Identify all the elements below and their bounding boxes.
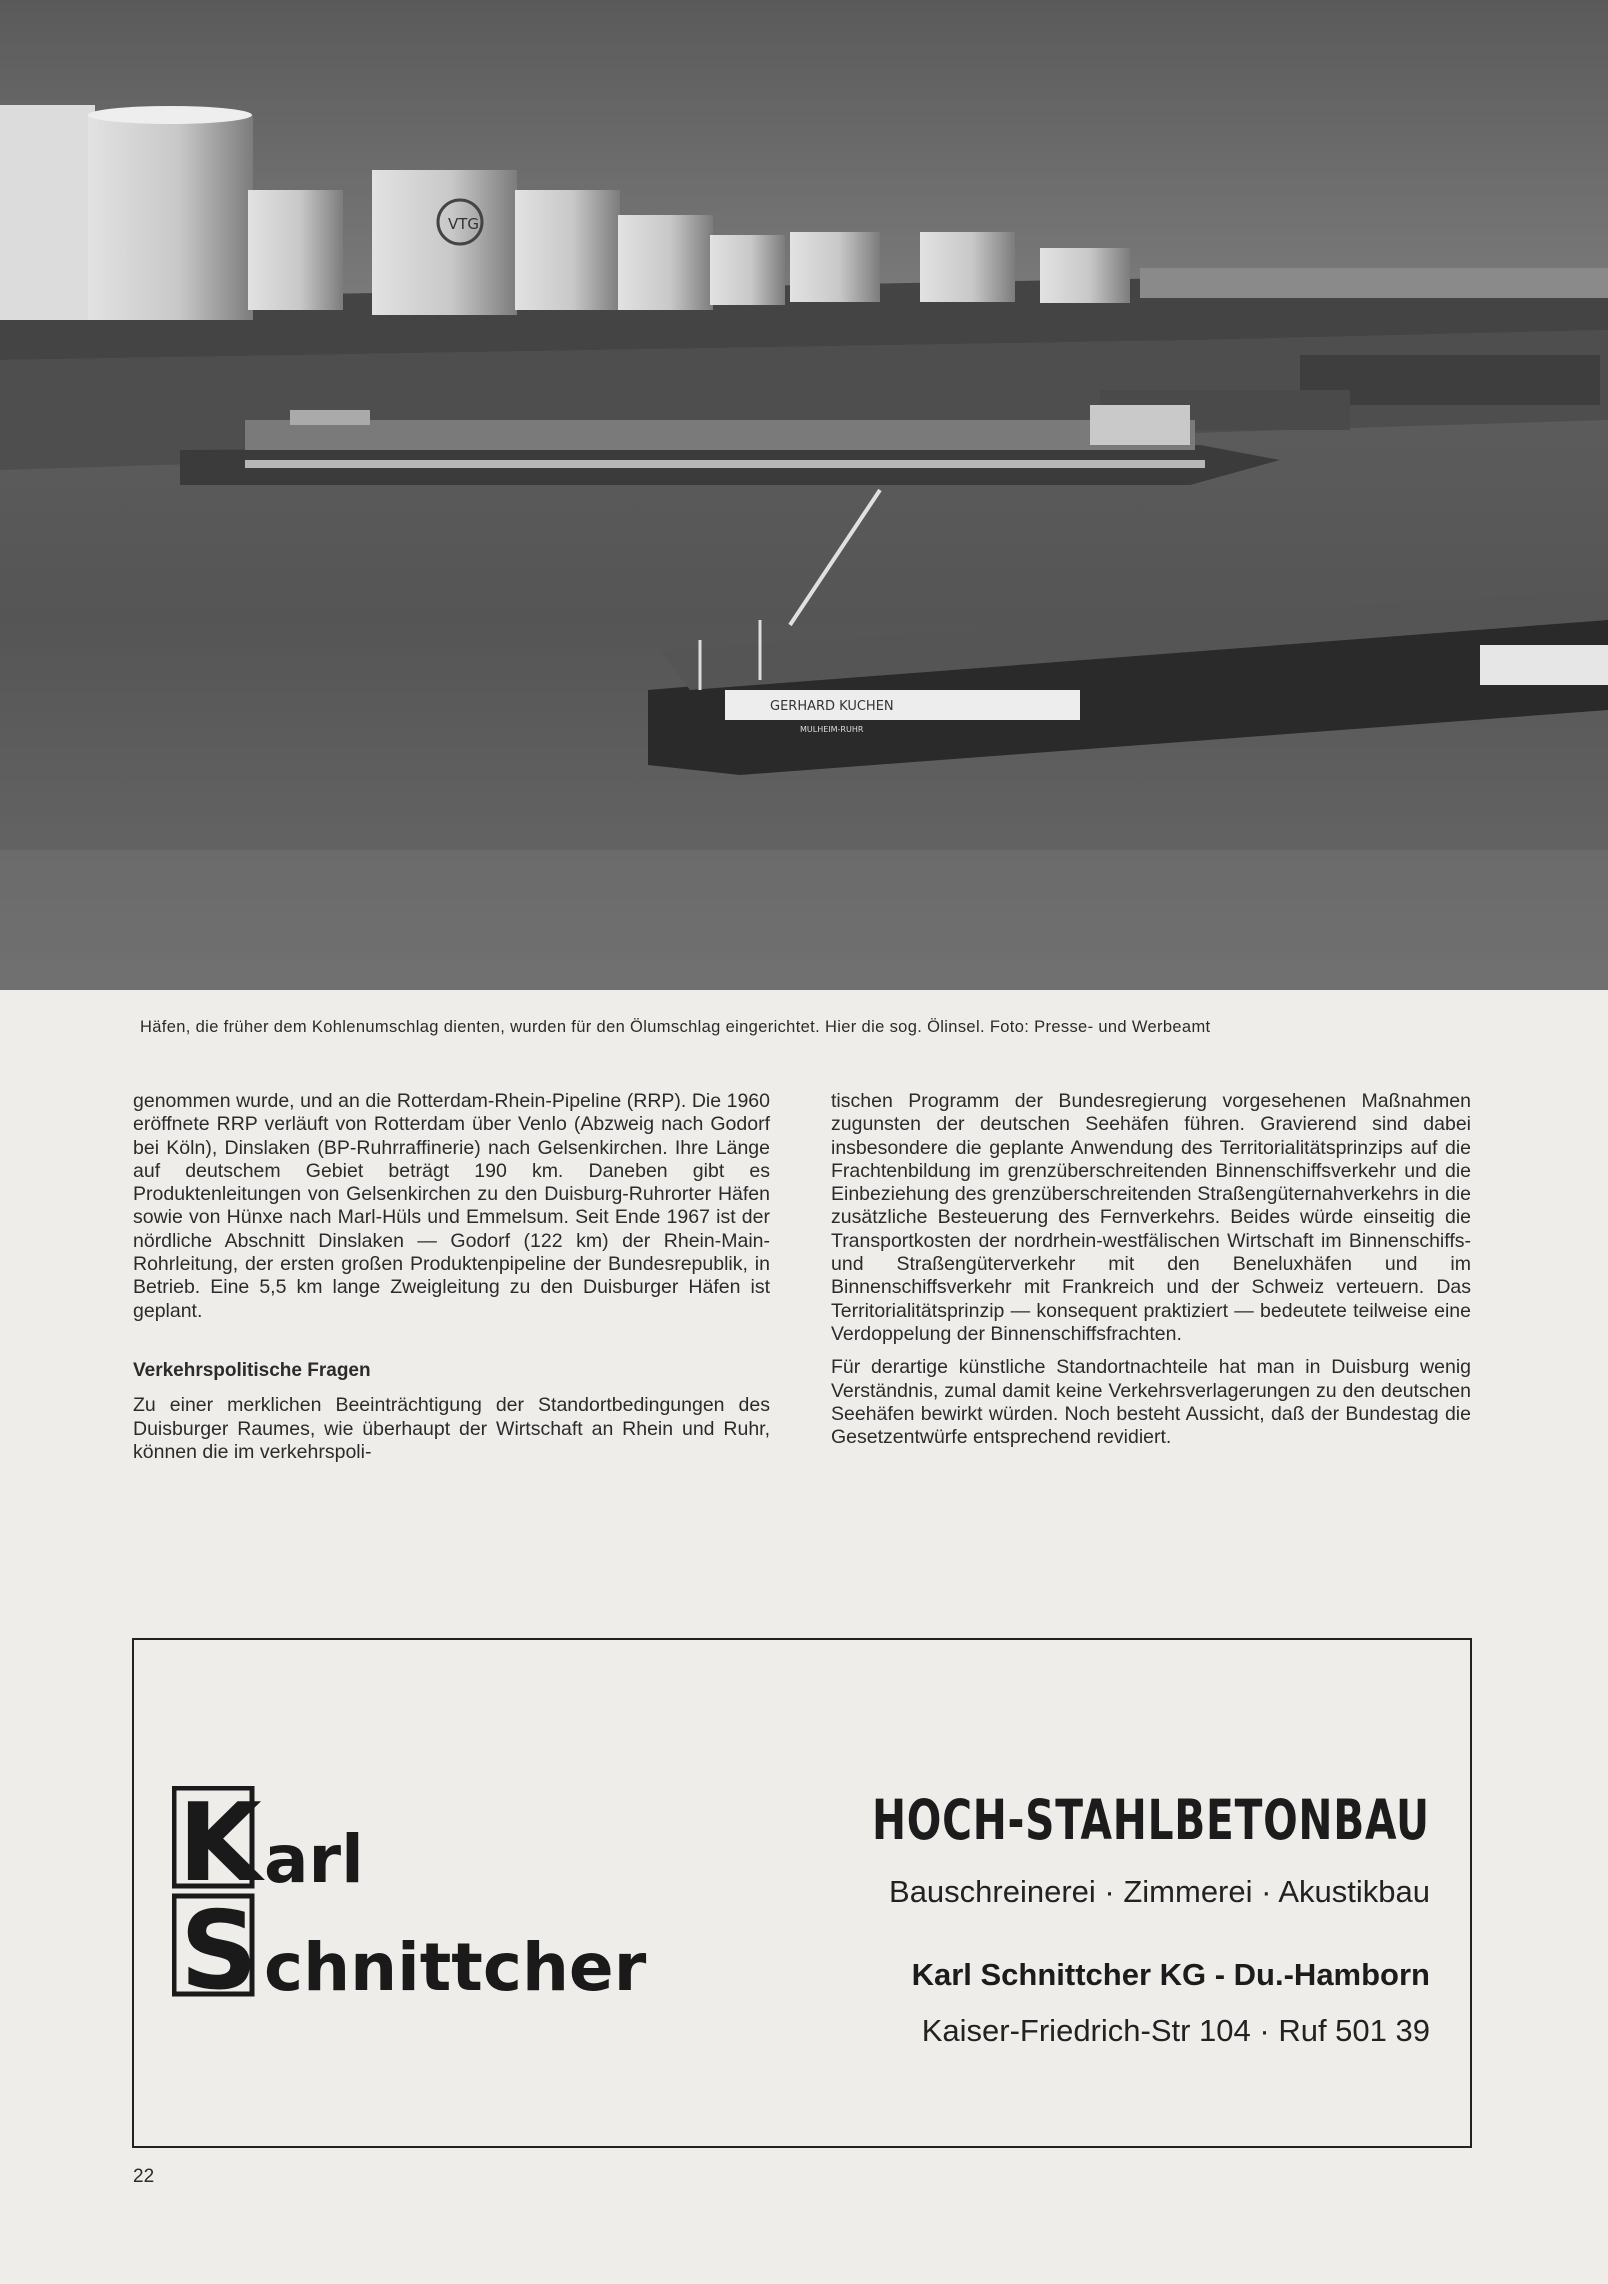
- ad-services: Bauschreinerei · Zimmerei · Akustikbau: [889, 1874, 1430, 1909]
- right-column: [831, 1090, 1471, 1449]
- left-paragraph-2: Zu einer merklichen Beeinträchtigung der Standortbedingungen des Duisburger Raumes, wie überhaupt der Wirtschaft an Rhein und Ruhr, können die im verkehrspoli-: [133, 1394, 770, 1463]
- ship-home-port: MULHEIM-RUHR: [800, 725, 864, 734]
- logo-initial-s: S: [180, 1889, 258, 2006]
- section-heading: Verkehrspolitische Fragen: [133, 1359, 371, 1381]
- advertisement: [132, 1638, 1472, 2148]
- ship-name: GERHARD KUCHEN: [770, 699, 894, 714]
- photo-caption: Häfen, die früher dem Kohlenumschlag dienten, wurden für den Ölumschlag eingerichtet. Hier die sog. Ölinsel. Foto: Presse- und Werbeamt: [140, 1018, 1211, 1036]
- harbor-photo: [0, 0, 1608, 990]
- tank-logo: VTG: [448, 215, 480, 233]
- page-number: 22: [133, 2166, 155, 2187]
- right-paragraph-2: Für derartige künstliche Standortnachteile hat man in Duisburg wenig Verständnis, zumal damit keine Verkehrsverlagerungen zu den deutschen Seehäfen bewirkt würden. Noch besteht Aussicht, daß der Bundestag die Gesetzentwürfe entsprechend revidiert.: [831, 1356, 1471, 1449]
- right-paragraph-1: tischen Programm der Bundesregierung vorgesehenen Maßnahmen zugunsten der deutschen Seehäfen führen. Gravierend sind dabei insbesondere die geplante Anwendung des Territorialitätsprinzips auf die Frachtenbildung im grenzüberschreitenden Binnenschiffsverkehr und die Einbeziehung des grenzüberschreitenden Straßengüternahverkehrs in die zusätzliche Besteuerung des Fernverkehrs. Beides würde einseitig die Transportkosten der nordrhein-westfälischen Wirtschaft im Binnenschiffs- und Straßengüterverkehr mit den Beneluxhäfen und im Binnenschiffsverkehr mit Frankreich und der Schweiz verteuern. Das Territorialitätsprinzip — konsequent praktiziert — bedeutete teilweise eine Verdoppelung der Binnenschiffsfrachten.: [831, 1090, 1471, 1345]
- logo-word-arl: arl: [264, 1821, 364, 1898]
- logo-word-chnittcher: chnittcher: [264, 1929, 647, 2006]
- logo-initial-k: K: [178, 1786, 262, 1906]
- left-paragraph-1: genommen wurde, und an die Rotterdam-Rhein-Pipeline (RRP). Die 1960 eröffnete RRP verläuft von Rotterdam über Venlo (Abzweig nach Godorf bei Köln), Dinslaken (BP-Ruhrraffinerie) nach Gelsenkirchen. Ihre Länge auf deutschem Gebiet beträgt 190 km. Daneben gibt es Produktenleitungen von Gelsenkirchen zu den Duisburg-Ruhrorter Häfen sowie von Hünxe nach Marl-Hüls und Emmelsum. Seit Ende 1967 ist der nördliche Abschnitt Dinslaken — Godorf (122 km) der Rhein-Main-Rohrleitung, der ersten großen Produktenpipeline der Bundesrepublik, in Betrieb. Eine 5,5 km lange Zweigleitung zu den Duisburger Häfen ist geplant.: [133, 1090, 770, 1322]
- ad-company: Karl Schnittcher KG - Du.-Hamborn: [911, 1957, 1430, 1992]
- left-column: [133, 1090, 770, 1464]
- company-logo: [172, 1786, 832, 2006]
- ad-address: Kaiser-Friedrich-Str 104 · Ruf 501 39: [921, 2013, 1430, 2048]
- ad-headline: HOCH-STAHLBETONBAU: [872, 1788, 1430, 1852]
